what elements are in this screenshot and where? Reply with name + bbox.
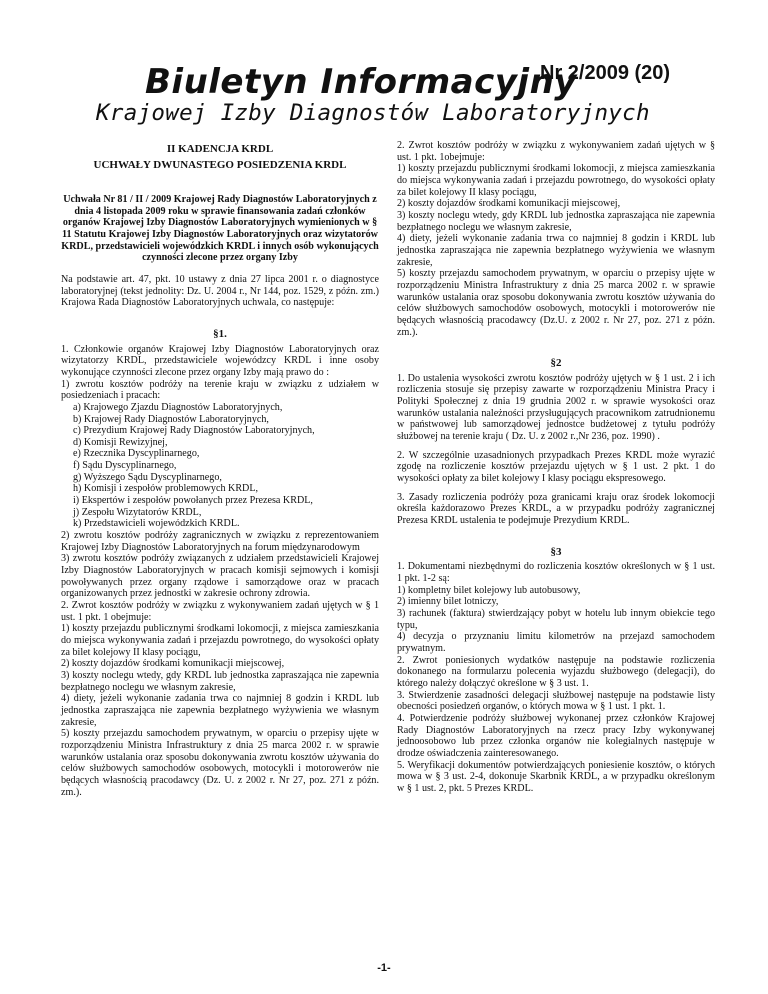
right-column — [397, 140, 715, 794]
term-heading: II KADENCJA KRDL — [166, 143, 274, 155]
paragraph: 2) imienny bilet lotniczy, — [397, 596, 499, 608]
paragraph: 3) koszty noclegu wtedy, gdy KRDL lub jednostka zapraszająca nie zapewnia bezpłatnego noclegu we własnym zakresie, — [61, 669, 379, 693]
paragraph: 2) koszty dojazdów środkami komunikacji miejscowej, — [61, 658, 285, 670]
list-item: f) Sądu Dyscyplinarnego, — [73, 460, 177, 472]
paragraph: 3) koszty noclegu wtedy, gdy KRDL lub jednostka zapraszająca nie zapewnia bezpłatnego noclegu we własnym zakresie, — [397, 209, 715, 233]
section-1-heading: §1. — [213, 327, 227, 340]
list-item: e) Rzecznika Dyscyplinarnego, — [73, 448, 200, 460]
list-item: g) Wyższego Sądu Dyscyplinarnego, — [73, 471, 222, 483]
paragraph: 4) decyzja o przyznaniu limitu kilometrów na przejazd samochodem prywatnym. — [397, 631, 715, 654]
paragraph: 1. Dokumentami niezbędnymi do rozliczenia kosztów określonych w § 1 ust. 1 pkt. 1-2 są: — [397, 561, 715, 584]
paragraph: 2. W szczególnie uzasadnionych przypadkach Prezes KRDL może wyrazić zgodę na rozliczenie kosztów przejazdu ujętych w § 1 ust. 2 pkt. 1 do wysokości opłaty za bilet kolejowy I klasy pociągu ekspresowego. — [397, 449, 715, 485]
paragraph: 1) kompletny bilet kolejowy lub autobusowy, — [397, 584, 581, 596]
paragraph: 5) koszty przejazdu samochodem prywatnym, w oparciu o przepisy ujęte w rozporządzeniu Ministra Infrastruktury z dnia 25 marca 2002 r. w sprawie warunków ustalania oraz sposobu dokonywania zwrotu kosztów używania do celów służbowych samochodów osobowych, motocykli i motorowerów nie będących własnością pracodawcy (Dz. U. z 2002 r. Nr 27, poz. 271 z późn. zm.). — [61, 728, 379, 798]
paragraph: 5) koszty przejazdu samochodem prywatnym, w oparciu o przepisy ujęte w rozporządzeniu Ministra Infrastruktury z dnia 25 marca 2002 r. w sprawie warunków ustalania oraz sposobu dokonywania zwrotu kosztów używania do celów służbowych samochodów osobowych, motocykli i motorowerów nie będących własnością pracodawcy (Dz.U. z 2002 r. Nr 27, poz. 271 z późn. zm.). — [397, 268, 715, 338]
paragraph: 3) zwrotu kosztów podróży związanych z udziałem przedstawicieli Krajowej Izby Diagnostów Laboratoryjnych w pracach komisji sejmowych i komisji powoływanych przez organy rządowe i samorządowe oraz w pracach organizowanych przez jednostki w zakresie ochrony zdrowia. — [61, 553, 379, 600]
paragraph: 1) koszty przejazdu publicznymi środkami lokomocji, z miejsca zamieszkania do miejsca wykonywania zadań i przejazdu powrotnego, do wysokości opłaty za bilet kolejowy II klasy pociągu, — [61, 623, 379, 658]
list-item: b) Krajowej Rady Diagnostów Laboratoryjnych, — [73, 413, 269, 425]
list-item: i) Ekspertów i zespołów powołanych przez Prezesa KRDL, — [73, 495, 313, 507]
resolution-title: Uchwała Nr 81 / II / 2009 Krajowej Rady Diagnostów Laboratoryjnych z dnia 4 listopada 2009 roku w sprawie finansowania zadań członków organów Krajowej Izby Diagnostów Laboratoryjnych wymienionych w § 11 Statutu Krajowej Izby Diagnostów Laboratoryjnych oraz wizytatorów KRDL, przedstawicieli wojewódzkich KRDL i innych osób wykonujących czynności zlecone przez organy Izby — [61, 194, 379, 264]
page-number: -1- — [377, 962, 391, 974]
paragraph: 2) zwrotu kosztów podróży zagranicznych w związku z reprezentowaniem Krajowej Izby Diagnostów Laboratoryjnych na forum międzynarodowym — [61, 530, 379, 553]
paragraph: 1. Członkowie organów Krajowej Izby Diagnostów Laboratoryjnych oraz wizytatorzy KRDL, przedstawiciele wojewódzcy KRDL i inne osoby wykonujące czynności zlecone przez organy Izby mają prawo do : — [61, 343, 379, 378]
bulletin-subtitle: Krajowej Izby Diagnostów Laboratoryjnych — [96, 100, 650, 126]
paragraph: 3) rachunek (faktura) stwierdzający pobyt w hotelu lub innym obiekcie tego typu, — [397, 607, 715, 631]
resolution-intro: Na podstawie art. 47, pkt. 10 ustawy z dnia 27 lipca 2001 r. o diagnostyce laboratoryjnej (tekst jednolity: Dz. U. 2004 r., Nr 144, poz. 1529, z późn. zm.) Krajowa Rada Diagnostów Laboratoryjnych uchwala, co następuje: — [61, 273, 379, 309]
section-3-heading: §3 — [550, 545, 562, 558]
paragraph: 1) koszty przejazdu publicznymi środkami lokomocji, z miejsca zamieszkania do miejsca wykonywania zadań i przejazdu powrotnego, do wysokości opłaty za bilet kolejowy II klasy pociągu, — [397, 163, 715, 198]
paragraph: 4) diety, jeżeli wykonanie zadania trwa co najmniej 8 godzin i KRDL lub jednostka zapraszająca nie zapewnia bezpłatnego wyżywienia we własnym zakresie, — [61, 693, 379, 728]
list-item: h) Komisji i zespołów problemowych KRDL, — [73, 483, 259, 495]
section-2-heading: §2 — [550, 357, 562, 370]
issue-number: Nr 2/2009 (20) — [540, 62, 671, 84]
list-item: d) Komisji Rewizyjnej, — [73, 436, 168, 448]
paragraph: 3. Zasady rozliczenia podróży poza granicami kraju oraz środek lokomocji określa każdorazowo Prezes KRDL, a w przypadku podróży zagranicznej Prezesa KRDL ustalenia te podejmuje Prezydium KRDL. — [397, 491, 715, 527]
session-heading: UCHWAŁY DWUNASTEGO POSIEDZENIA KRDL — [93, 159, 347, 171]
paragraph: 4) diety, jeżeli wykonanie zadania trwa co najmniej 8 godzin i KRDL lub jednostka zapraszająca nie zapewnia bezpłatnego wyżywienia we własnym zakresie, — [397, 233, 715, 268]
paragraph: 2. Zwrot kosztów podróży w związku z wykonywaniem zadań ujętych w § ust. 1 pkt. 1obejmuje: — [397, 140, 715, 163]
list-item: j) Zespołu Wizytatorów KRDL, — [73, 506, 202, 518]
paragraph: 1) zwrotu kosztów podróży na terenie kraju w związku z udziałem w posiedzeniach i pracach: — [61, 378, 379, 402]
list-item: a) Krajowego Zjazdu Diagnostów Laboratoryjnych, — [73, 401, 283, 413]
bulletin-title: Biuletyn Informacyjny — [145, 62, 577, 102]
paragraph: 2) koszty dojazdów środkami komunikacji miejscowej, — [397, 198, 621, 210]
paragraph: 2. Zwrot poniesionych wydatków następuje na podstawie rozliczenia dokonanego na formularzu polecenia wyjazdu służbowego (delegacji), do którego należy dołączyć określone w § 3 ust. 1. — [397, 654, 715, 689]
paragraph: 5. Weryfikacji dokumentów potwierdzających poniesienie kosztów, o których mowa w § 3 ust. 2-4, dokonuje Skarbnik KRDL, a w przypadku określonym w § 1 ust. 2, pkt. 5 Prezes KRDL. — [397, 759, 715, 794]
paragraph: 1. Do ustalenia wysokości zwrotu kosztów podróży ujętych w § 1 ust. 2 i ich rozliczenia stosuje się przepisy zawarte w rozporządzeniu Ministra Pracy i Polityki Społecznej z dnia 19 grudnia 2002 r. w sprawie wysokości oraz warunków ustalania należności przysługujących pracownikom zatrudnionemu w państwowej lub samorządowej jednostce budżetowej z tytułu podróży służbowej na terenie kraju ( Dz. U. z 2002 r.,Nr 236, poz. 1990) . — [397, 372, 715, 443]
list-item: k) Przedstawicieli wojewódzkich KRDL. — [73, 518, 240, 530]
left-column — [61, 140, 379, 798]
paragraph: 4. Potwierdzenie podróży służbowej wykonanej przez członków Krajowej Rady Diagnostów Laboratoryjnych na rzecz pracy Izby wykonywanej jednoosobowo lub przez członka organów nie kolegialnych następuje w drodze oświadczenia zainteresowanego. — [397, 712, 715, 759]
paragraph: 2. Zwrot kosztów podróży w związku z wykonywaniem zadań ujętych w § 1 ust. 1 pkt. 1 obejmuje: — [61, 600, 379, 623]
paragraph: 3. Stwierdzenie zasadności delegacji służbowej następuje na podstawie listy obecności posiedzeń organów, o których mowa w § 1 ust. 1 pkt. 1. — [397, 689, 715, 713]
list-item: c) Prezydium Krajowej Rady Diagnostów Laboratoryjnych, — [73, 425, 315, 437]
